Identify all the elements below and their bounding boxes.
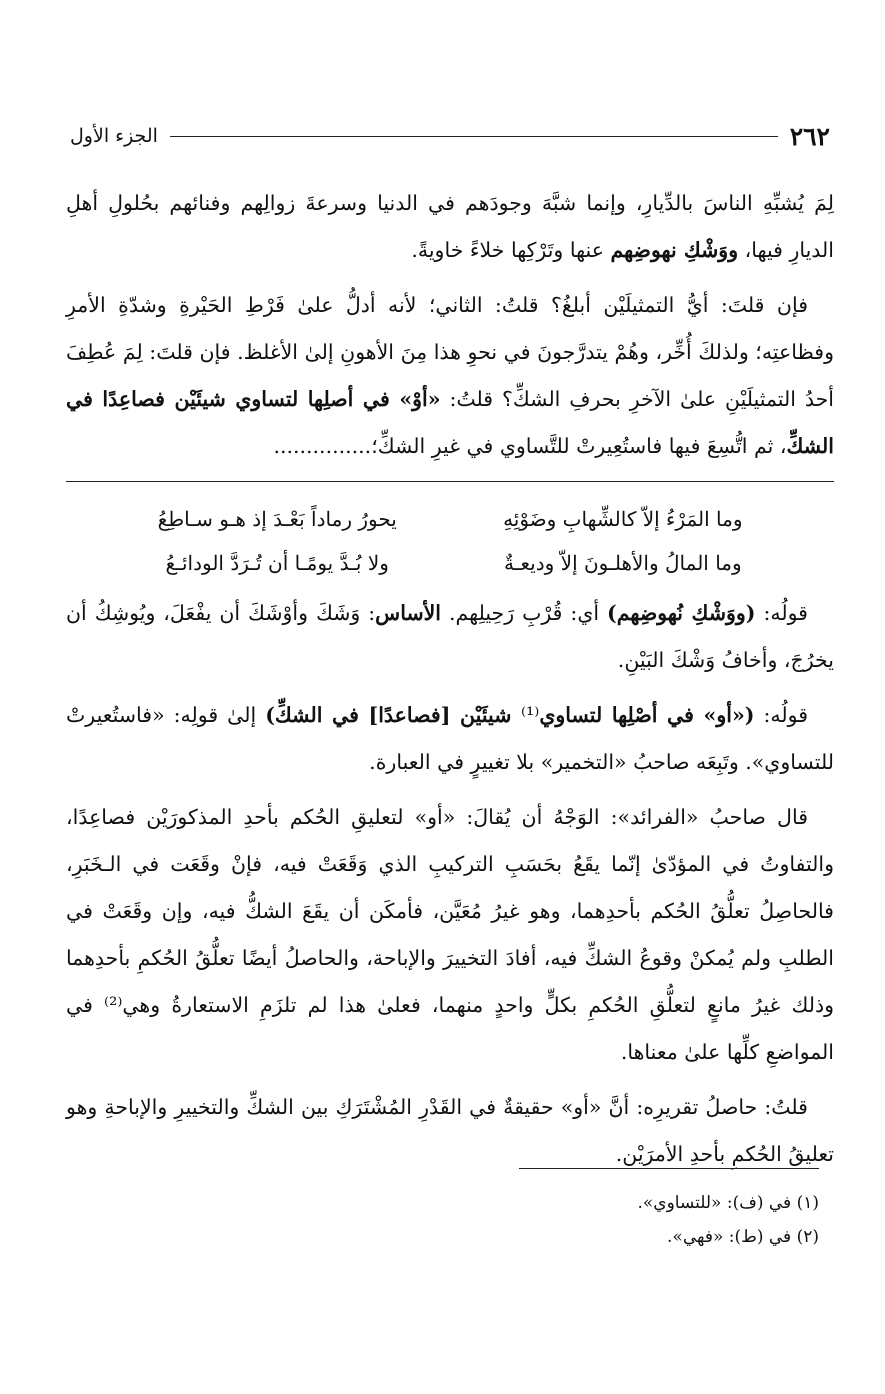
bold-text: شيئَيْن [فصاعدًا] في الشكِّ) (265, 703, 521, 727)
gloss-paragraph (66, 1084, 834, 1178)
footnotes (319, 1186, 819, 1254)
text-run: : وَشَكَ وأوْشَكَ أن يفْعَلَ، ويُوشِكُ أن يخرُجَ، وأخافُ وَشْكَ البَيْنِ. (66, 601, 834, 672)
commentary-text (66, 180, 834, 478)
text-run: إلىٰ قولِه: «فاستُعيرتْ للتساوي». وتَبِعَه صاحبُ «التخمير» بلا تغييرٍ في العبارة. (66, 703, 834, 774)
verse-hemistich-right: وما المالُ والأهلـونَ إلاّ وديعـةٌ (503, 551, 742, 575)
bold-text: الأساس (375, 601, 442, 625)
bold-text: (ووَشْكِ نُهوضِهم) (607, 601, 756, 625)
verse-hemistich-left: ولا بُـدَّ يومًـا أن تُـرَدَّ الودائـعُ (165, 551, 389, 575)
verse-line (130, 541, 770, 585)
text-run: عنها وتَرْكِها خلاءً خاويةً. (411, 238, 611, 262)
verse-line (130, 497, 770, 541)
header-rule (170, 136, 778, 137)
text-run: قلتُ: حاصلُ تقريرِه: أنَّ «أو» حقيقةٌ في القَدْرِ المُشْتَرَكِ بين الشكِّ والتخييرِ والإباحةِ وهو تعليقُ الحُكمِ بأحدِ الأمرَيْن. (66, 1095, 834, 1166)
page-number: ٢٦٢ (789, 121, 830, 151)
running-title: الجزء الأول (70, 125, 158, 147)
gloss-paragraph (66, 794, 834, 1076)
footnote-rule (519, 1168, 819, 1169)
text-run: قولُه: (754, 703, 808, 727)
commentary-paragraph (66, 180, 834, 274)
verse-hemistich-left: يحورُ رماداً بَعْـدَ إذ هـو سـاطِعُ (157, 507, 397, 531)
bold-text: («أو» في أصْلِها لتساوي (539, 703, 755, 727)
bold-text: ووَشْكِ نهوضِهم (610, 238, 739, 262)
text-run: أي: قُرْبِ رَحِيلِهم. (441, 601, 608, 625)
footnote: (٢) في (ط): «فهي». (667, 1227, 819, 1247)
gloss-paragraph (66, 590, 834, 684)
bold-text: «أوْ» في أصلِها لتساوي شيئَيْن فصاعِدًا في الشكِّ (66, 387, 834, 458)
text-run: قال صاحبُ «الفرائد»: الوَجْهُ أن يُقالَ: «أو» لتعليقِ الحُكم بأحدِ المذكورَيْن فصاعِدًا، والتفاوتُ في المؤدّىٰ إنّما يقَعُ بحَسَبِ التركيبِ الذي وَقَعَتْ فيه، فإنْ وقَعَت في الـخَبَرِ، فالحاصِلُ تعلُّقُ الحُكم بأحدِهما، وهو غيرُ مُعَيَّن، فأمكَن أن يقَعَ الشكُّ فيه، وإن وقَعَتْ في الطلبِ ولم يُمكنْ وقوعُ الشكِّ فيه، أفادَ التخييرَ والإباحة، والحاصلُ أيضًا تعلُّقُ الحُكمِ بأحدِهما وذلك غيرُ مانعٍ لتعلُّقِ الحُكمِ بكلٍّ واحدٍ منهما، فعلىٰ هذا لم تلزَمِ الاستعارةُ وهي⁽²⁾ في المواضعِ كلِّها علىٰ معناها. (66, 805, 834, 1064)
commentary-paragraph (66, 282, 834, 470)
poem-verses (130, 497, 770, 585)
text-run: قولُه: (755, 601, 808, 625)
text-run: ، ثم اتُّسِعَ فيها فاستُعِيرتْ للتَّساوي في غيرِ الشكِّ؛ (371, 434, 787, 458)
gloss-paragraph (66, 692, 834, 786)
verse-hemistich-right: وما المَرْءُ إلاّ كالشِّهابِ وضَوْئِهِ (503, 507, 743, 531)
text-run: ⁽¹⁾ (521, 703, 540, 727)
text-run: فإن قلتَ: أيُّ التمثيلَيْن أبلغُ؟ قلتُ: الثاني؛ لأنه أدلُّ علىٰ فَرْطِ الحَيْرةِ وشدّةِ الأمرِ وفظاعتِه؛ ولذلكَ أُخِّر، وهُمْ يتدرَّجونَ في نحوِ هذا مِنَ الأهونِ إلىٰ الأغلظ. فإن قلتَ: لِمَ عُطِفَ أحدُ التمثيلَيْنِ علىٰ الآخرِ بحرفِ الشكِّ؟ قلتُ: (66, 293, 834, 411)
text-run: لِمَ يُشبِّهِ الناسَ بالدِّيارِ، وإنما شبَّهَ وجودَهم في الدنيا وسرعةَ زوالِهم وفنائهم بحُلولِ أهلِ الديارِ فيها، (66, 191, 834, 262)
page-header (70, 118, 830, 154)
footnote: (١) في (ف): «للتساوي». (637, 1193, 819, 1213)
gloss-text (66, 590, 834, 1186)
text-run: ............... (273, 434, 372, 458)
commentary-divider (66, 481, 834, 482)
